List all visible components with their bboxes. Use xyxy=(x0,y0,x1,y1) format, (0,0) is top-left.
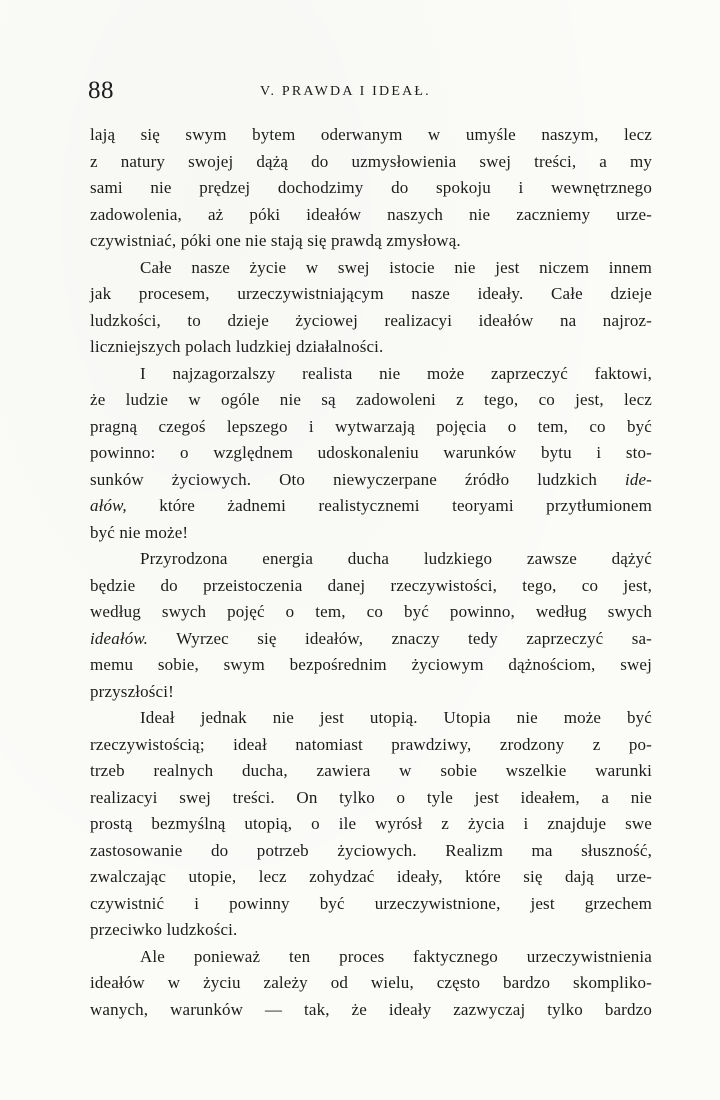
body-text xyxy=(90,122,652,1023)
line-text: przyszłości! xyxy=(90,681,174,701)
text-line xyxy=(90,970,652,997)
line-text: zwalczając utopie, lecz zohydzać ideały, które się dają urze- xyxy=(90,867,652,886)
line-text: I najzagorzalszy realista nie może zaprzeczyć faktowi, xyxy=(140,363,652,383)
line-text: zastosowanie do potrzeb życiowych. Realizm ma słuszność, xyxy=(90,840,652,860)
text-line xyxy=(90,520,652,547)
page-header xyxy=(88,76,648,108)
text-line xyxy=(90,334,652,361)
text-line xyxy=(90,308,652,335)
text-line xyxy=(90,891,652,918)
running-head: V. PRAWDA I IDEAŁ. xyxy=(260,84,431,99)
line-text: z natury swojej dążą do uzmysłowienia swej treści, a my xyxy=(90,151,652,171)
italic-word: ideałów. xyxy=(90,628,149,648)
line-text: ideałów w życiu zależy od wielu, często bardzo skompliko- xyxy=(90,973,652,992)
line-text: według swych pojęć o tem, co być powinno, według swych xyxy=(90,602,652,621)
text-line xyxy=(90,599,652,626)
text-line xyxy=(90,917,652,944)
text-line xyxy=(90,228,652,255)
line-text: zadowolenia, aż póki ideałów naszych nie zaczniemy urze- xyxy=(90,204,652,224)
italic-word: ide- xyxy=(624,469,652,489)
text-line xyxy=(90,811,652,838)
page-number: 88 xyxy=(88,77,114,104)
text-line xyxy=(90,732,652,759)
text-line xyxy=(90,175,652,202)
line-text: realizacyi swej treści. On tylko o tyle jest ideałem, a nie xyxy=(90,787,652,807)
text-line xyxy=(90,838,652,865)
line-text: być nie może! xyxy=(90,522,189,542)
text-line xyxy=(90,758,652,785)
text-line xyxy=(90,785,652,812)
text-line xyxy=(90,281,652,308)
text-line xyxy=(90,440,652,467)
italic-word: ałów, xyxy=(90,496,127,515)
text-line xyxy=(90,149,652,176)
line-text: które żadnemi realistycznemi teoryami przytłumionem xyxy=(126,496,652,515)
line-text: lają się swym bytem oderwanym w umyśle naszym, lecz xyxy=(90,125,652,144)
text-line xyxy=(90,387,652,414)
line-text: sunków życiowych. Oto niewyczerpane źródło ludzkich xyxy=(90,469,597,489)
line-text: sami nie prędzej dochodzimy do spokoju i wewnętrznego xyxy=(90,178,652,197)
line-text: rzeczywistością; ideał natomiast prawdziwy, zrodzony z po- xyxy=(90,734,652,754)
line-text: czywistnić i powinny być urzeczywistnione, jest grzechem xyxy=(90,893,652,913)
line-text: Wyrzec się ideałów, znaczy tedy zaprzeczyć sa- xyxy=(148,628,652,648)
line-text: ludzkości, to dzieje życiowej realizacyi ideałów na najroz- xyxy=(90,310,652,330)
line-text: przeciwko ludzkości. xyxy=(90,920,238,939)
text-line xyxy=(90,202,652,229)
text-line xyxy=(90,679,652,706)
line-text: trzeb realnych ducha, zawiera w sobie wszelkie warunki xyxy=(90,761,652,780)
line-text: powinno: o względnem udoskonaleniu warunków bytu i sto- xyxy=(90,443,652,462)
line-text: czywistniać, póki one nie stają się prawdą zmysłową. xyxy=(90,231,461,250)
text-line xyxy=(90,467,652,494)
line-text: Ideał jednak nie jest utopią. Utopia nie może być xyxy=(140,708,652,727)
text-line xyxy=(90,626,652,653)
text-line xyxy=(90,493,652,520)
line-text: Przyrodzona energia ducha ludzkiego zawsze dążyć xyxy=(140,549,652,568)
text-line xyxy=(90,361,652,388)
text-line xyxy=(90,652,652,679)
line-text: wanych, warunków — tak, że ideały zazwyczaj tylko bardzo xyxy=(90,999,652,1019)
line-text: będzie do przeistoczenia danej rzeczywistości, tego, co jest, xyxy=(90,575,652,595)
line-text: Ale ponieważ ten proces faktycznego urzeczywistnienia xyxy=(140,946,652,966)
line-text: Całe nasze życie w swej istocie nie jest niczem innem xyxy=(140,257,652,277)
text-line xyxy=(90,997,652,1024)
line-text: pragną czegoś lepszego i wytwarzają pojęcia o tem, co być xyxy=(90,416,652,436)
line-text: liczniejszych polach ludzkiej działalności. xyxy=(90,337,384,356)
line-text: prostą bezmyślną utopią, o ile wyrósł z życia i znajduje swe xyxy=(90,814,652,833)
text-line xyxy=(90,414,652,441)
text-line xyxy=(90,573,652,600)
text-line xyxy=(90,864,652,891)
text-line xyxy=(90,705,652,732)
line-text: memu sobie, swym bezpośrednim życiowym dążnościom, swej xyxy=(90,655,652,674)
text-line xyxy=(90,122,652,149)
text-line xyxy=(90,255,652,282)
line-text: jak procesem, urzeczywistniającym nasze ideały. Całe dzieje xyxy=(90,284,652,303)
text-line xyxy=(90,944,652,971)
text-line xyxy=(90,546,652,573)
line-text: że ludzie w ogóle nie są zadowoleni z tego, co jest, lecz xyxy=(90,390,652,409)
